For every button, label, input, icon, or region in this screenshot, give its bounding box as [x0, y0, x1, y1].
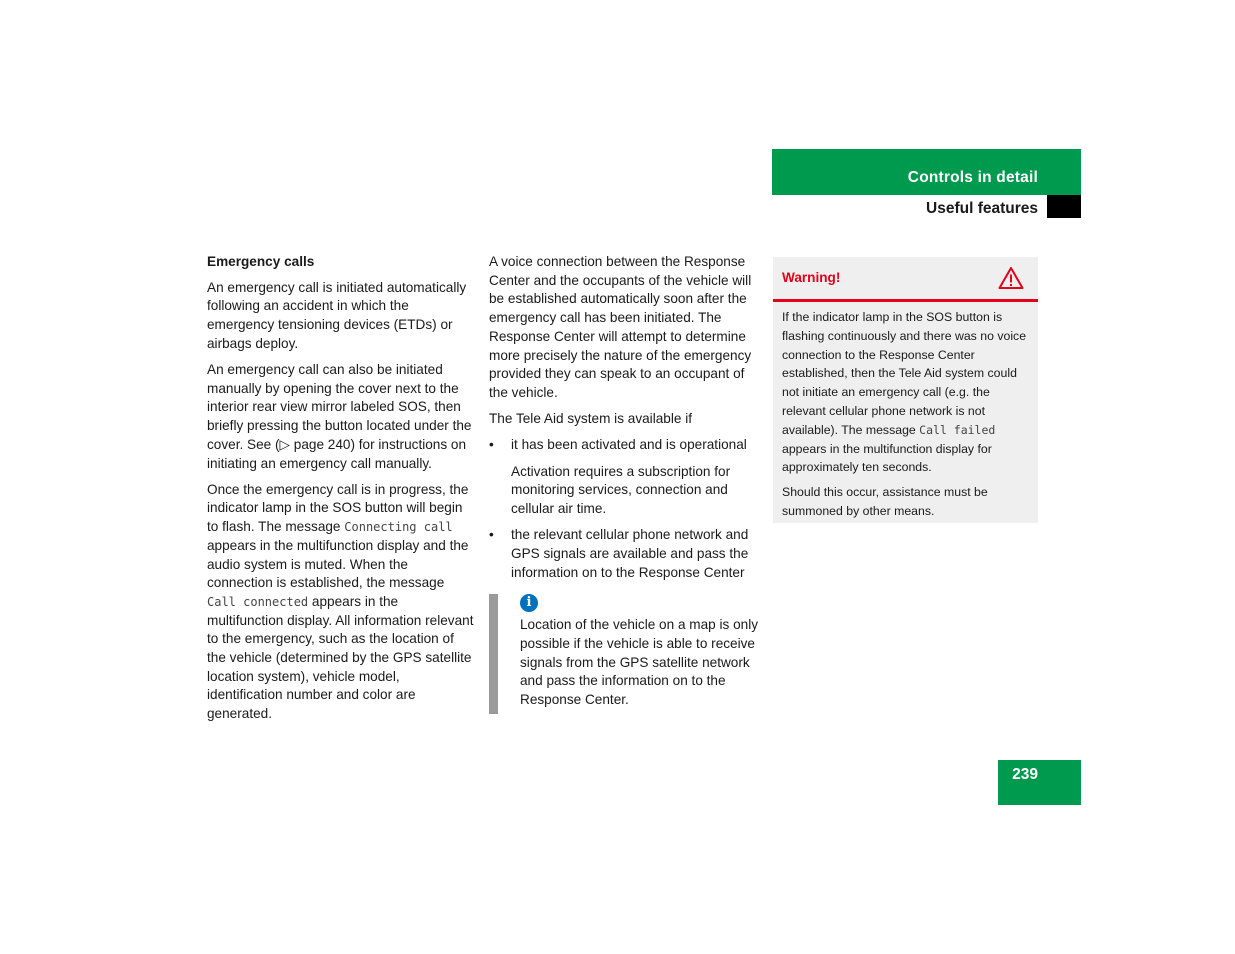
paragraph: A voice connection between the Response Center and the occupants of the vehicle will be established automatically soon after the emergency call has been initiated. The Response Center will attempt to determine more precisely the nature of the emergency provided they can speak to an occupant of the vehicle. [489, 254, 752, 400]
display-message: Call connected [207, 594, 309, 609]
subsection-title: Useful features [926, 200, 1038, 217]
text-run: Once the emergency call is in progress, the indicator lamp in the SOS button will begin to flash. The message [207, 481, 469, 535]
info-note-text: Location of the vehicle on a map is only possible if the vehicle is able to receive signals from the GPS satellite network and pass the information on to the Response Center. [520, 617, 759, 708]
warning-box [773, 257, 1038, 523]
section-heading: Emergency calls [207, 254, 315, 269]
column-middle [489, 253, 759, 714]
text-run: appears in the multifunction display. All information relevant to the emergency, such as the location of the vehicle (determined by the GPS satellite location system), vehicle model, identification number and color are generated. [207, 593, 474, 722]
bullet-icon: • [489, 527, 494, 543]
section-header-bar [772, 149, 1081, 195]
display-message: Connecting call [344, 520, 453, 535]
text-run: If the indicator lamp in the SOS button is flashing continuously and there was no voice connection to the Response Center established, then the Tele Aid system could not initiate an emergency call (e.g. the relevant cellular phone network is not available). The message [782, 310, 1027, 437]
column-left [207, 253, 475, 731]
display-message: Call failed [919, 422, 996, 437]
text-run: appears in the multifunction display for approximately ten seconds. [782, 441, 992, 475]
section-title: Controls in detail [907, 169, 1038, 186]
page-number: 239 [1012, 766, 1038, 783]
warning-paragraph [782, 308, 1030, 477]
info-icon: i [520, 594, 538, 612]
subsection-header [772, 195, 1081, 218]
warning-header [773, 257, 1038, 302]
info-note [489, 594, 759, 714]
warning-paragraph: Should this occur, assistance must be summoned by other means. [782, 485, 988, 518]
list-item-text: the relevant cellular phone network and GPS signals are available and pass the information on to the Response Center [511, 527, 749, 580]
list-item-subtext: Activation requires a subscription for monitoring services, connection and cellular air time. [511, 463, 731, 516]
warning-title: Warning! [782, 270, 841, 285]
list-item-text: it has been activated and is operational [511, 437, 747, 453]
list-item [489, 436, 759, 455]
paragraph: An emergency call can also be initiated manually by opening the cover next to the interior rear view mirror labeled SOS, then briefly pressing the button located under the cover. See (▷ page 240) for instructions on initiating an emergency call manually. [207, 362, 472, 471]
warning-triangle-icon [998, 266, 1024, 290]
text-run: appears in the multifunction display and the audio system is muted. When the connection is established, the message [207, 537, 469, 591]
paragraph [207, 481, 475, 724]
list-item [489, 526, 759, 582]
subsection-marker [1047, 195, 1081, 218]
paragraph: The Tele Aid system is available if [489, 411, 692, 427]
paragraph: An emergency call is initiated automatically following an accident in which the emergency tensioning devices (ETDs) or airbags deploy. [207, 279, 467, 351]
page-number-box [998, 760, 1081, 805]
bullet-icon: • [489, 437, 494, 453]
warning-body [773, 302, 1038, 521]
